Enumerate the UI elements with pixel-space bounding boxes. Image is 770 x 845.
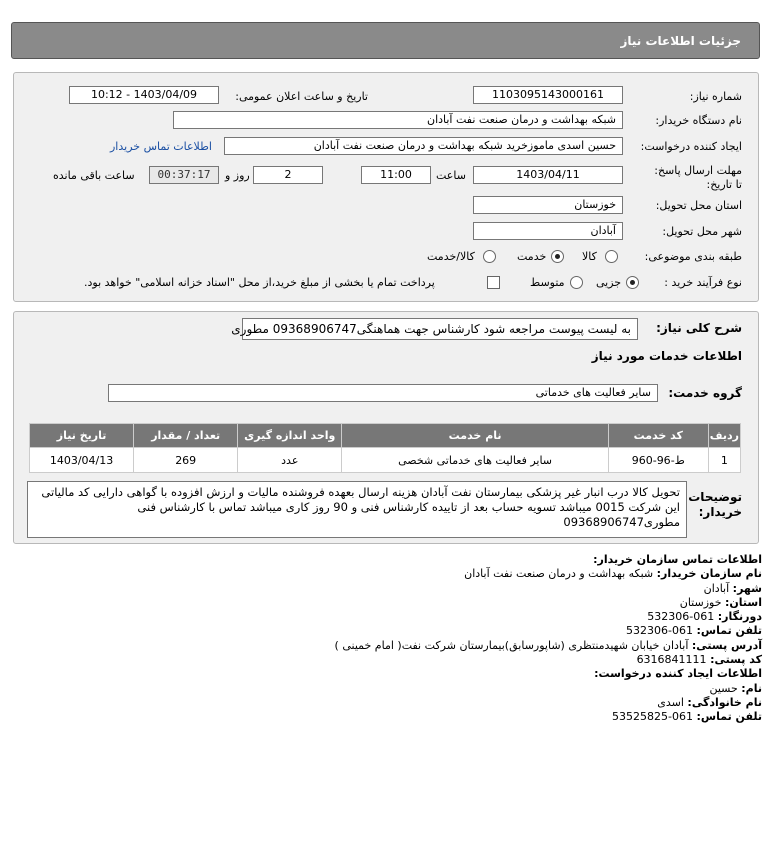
col-date-header: تاریخ نیاز [30,424,134,448]
need-details-panel [13,72,759,302]
deadline-time-field: 11:00 [361,166,431,184]
province-field: خوزستان [473,196,623,214]
cell-row: 1 [708,448,740,473]
col-code-header: کد خدمت [608,424,708,448]
contact-city: آبادان [703,581,730,595]
cell-code: ط-96-960 [608,448,708,473]
contact-org: شبکه بهداشت و درمان صنعت نفت آبادان [464,567,654,581]
creator-info-title: اطلاعات ایجاد کننده درخواست: [594,667,762,681]
contact-fax: 061-532306 [647,610,715,624]
days-field: 2 [253,166,323,184]
category-option-goods: کالا [582,250,597,263]
category-option-service: خدمت [517,250,547,263]
creator-last-name-label: نام خانوادگی: [687,695,762,709]
creator-field: حسین اسدی ماموزخرید شبکه بهداشت و درمان صنعت نفت آبادان [224,137,623,155]
contact-address: آبادان خیابان شهیدمنتظری (شاپورسابق)بیمارستان شرکت نفت( امام خمینی ) [334,638,689,652]
process-radio-medium[interactable] [570,276,583,289]
need-number-field: 1103095143000161 [473,86,623,104]
category-radio-service[interactable] [551,250,564,263]
page-header [11,22,760,59]
summary-label: شرح کلی نیاز: [656,321,742,335]
col-qty-header: تعداد / مقدار [134,424,238,448]
deadline-time-label: ساعت [436,169,466,182]
contact-info [22,553,762,725]
contact-postal: 6316841111 [636,653,707,667]
contact-province: خوزستان [679,595,722,609]
creator-first-name: حسین [709,681,738,695]
services-title: اطلاعات خدمات مورد نیاز [591,349,742,363]
cell-unit: عدد [238,448,342,473]
summary-field: به لیست پیوست مراجعه شود کارشناس جهت هماهنگی09368906747 مطوری [242,318,638,340]
treasury-checkbox[interactable] [487,276,500,289]
deadline-date-field: 1403/04/11 [473,166,623,184]
creator-label: ایجاد کننده درخواست: [640,140,742,153]
col-row-header: ردیف [708,424,740,448]
days-label: روز و [225,169,250,182]
city-field: آبادان [473,222,623,240]
contact-phone-label: تلفن تماس: [696,624,762,638]
contact-province-label: استان: [725,595,762,609]
table-row [30,448,741,473]
contact-org-label: نام سازمان خریدار: [656,567,762,581]
page-title: جزئیات اطلاعات نیاز [620,34,741,48]
treasury-text: پرداخت تمام یا بخشی از مبلغ خرید،از محل "اسناد خزانه اسلامی" خواهد بود. [84,276,435,289]
creator-first-name-label: نام: [741,681,762,695]
announce-field: 1403/04/09 - 10:12 [69,86,219,104]
process-label: نوع فرآیند خرید : [664,276,742,289]
creator-phone-label: تلفن تماس: [696,710,762,724]
remaining-label: ساعت باقی مانده [53,169,135,182]
creator-phone: 061-53525825 [612,710,694,724]
contact-phone: 061-532306 [626,624,694,638]
service-group-field: سایر فعالیت های خدماتی [108,384,658,402]
cell-qty: 269 [134,448,238,473]
service-group-label: گروه خدمت: [668,386,742,400]
contact-city-label: شهر: [732,581,762,595]
buyer-org-label: نام دستگاه خریدار: [655,114,742,127]
cell-date: 1403/04/13 [30,448,134,473]
buyer-contact-link[interactable]: اطلاعات تماس خریدار [110,140,212,153]
category-label: طبقه بندی موضوعی: [644,250,742,263]
contact-postal-label: کد پستی: [710,653,762,667]
contact-address-label: آدرس پستی: [691,638,762,652]
city-label: شهر محل تحویل: [662,225,742,238]
buyer-org-field: شبکه بهداشت و درمان صنعت نفت آبادان [173,111,623,129]
province-label: استان محل تحویل: [655,199,742,212]
buyer-notes-field: تحویل کالا درب انبار غیر پزشکی بیمارستان نفت آبادان هزینه ارسال بعهده فروشنده مالیات و ارزش افزوده با گواهی دارایی کد مالیاتی این شرکت 0015 میباشد تسویه حساب بعد از تاییده کارشناس فنی و 90 روز کاری میباشد تماس با کارشناس فنی مطوری09368906747 [27,481,687,538]
col-unit-header: واحد اندازه گیری [238,424,342,448]
category-option-goods-service: کالا/خدمت [427,250,475,263]
need-number-label: شماره نیاز: [689,90,742,103]
creator-last-name: اسدی [657,695,684,709]
table-header-row [30,424,741,448]
category-radio-goods[interactable] [605,250,618,263]
col-name-header: نام خدمت [342,424,608,448]
category-radio-goods-service[interactable] [483,250,496,263]
deadline-label: مهلت ارسال پاسخ: تا تاریخ: [654,164,742,191]
process-option-medium: متوسط [530,276,565,289]
remaining-timer: 00:37:17 [149,166,219,184]
process-option-minor: جزیی [596,276,622,289]
process-radio-minor[interactable] [626,276,639,289]
contact-title: اطلاعات تماس سازمان خریدار: [593,553,762,566]
services-table [29,423,741,473]
cell-name: سایر فعالیت های خدماتی شخصی [342,448,608,473]
announce-label: تاریخ و ساعت اعلان عمومی: [235,90,368,103]
contact-fax-label: دورنگار: [717,610,762,624]
buyer-notes-label: توضیحات خریدار: [688,490,742,519]
